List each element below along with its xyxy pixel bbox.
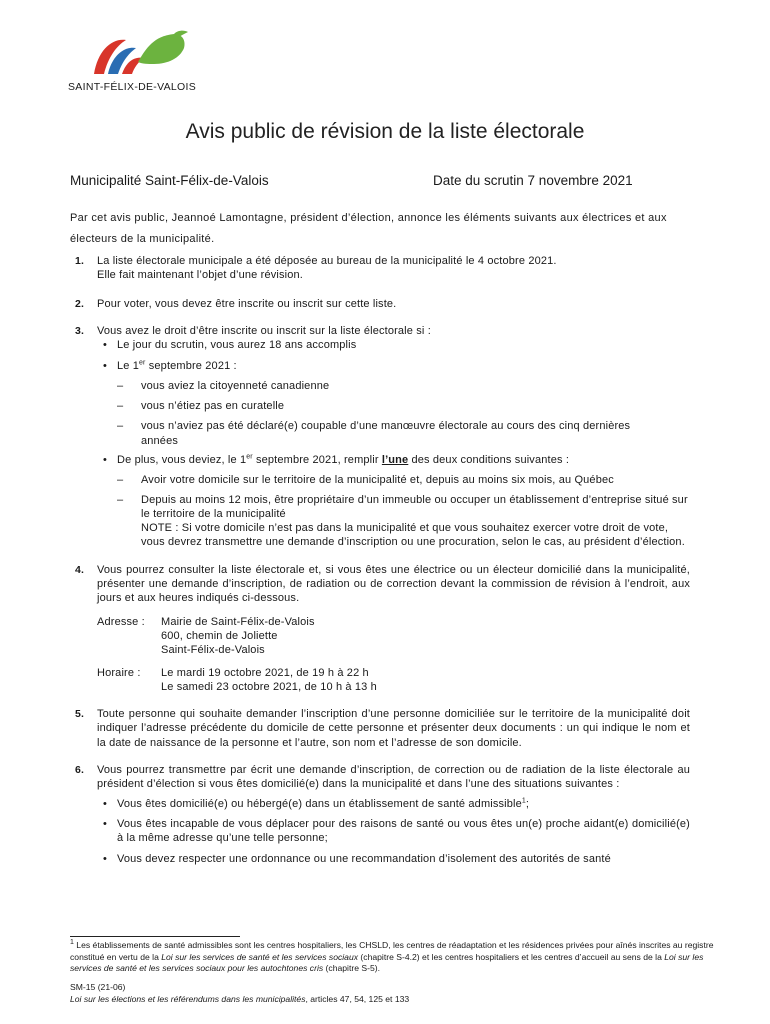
list-item	[97, 419, 651, 448]
item-2	[70, 297, 690, 311]
municipality-logo	[68, 28, 218, 98]
dash-marker: –	[117, 474, 124, 487]
law-title: Loi sur les services de santé et les services sociaux	[161, 951, 359, 962]
list-item-text: Le 1	[117, 360, 140, 373]
list-item	[97, 473, 690, 487]
form-footer	[70, 982, 409, 1005]
list-item-text: septembre 2021, remplir	[252, 453, 382, 466]
address-line: Mairie de Saint-Félix-de-Valois	[161, 615, 315, 628]
item-number: 5.	[75, 708, 85, 721]
item-text: Pour voter, vous devez être inscrite ou inscrit sur cette liste.	[97, 297, 397, 310]
list-item-text: Le jour du scrutin, vous aurez 18 ans accomplis	[117, 339, 357, 352]
law-title: Loi sur les services de santé et les services sociaux pour les autochtones cris	[70, 951, 704, 974]
item-1	[70, 254, 690, 283]
list-item-text: Vous êtes incapable de vous déplacer pour des raisons de santé ou vous êtes un(e) proche aidant(e) domicilié(e) à la même adresse qu’une telle personne;	[117, 817, 690, 845]
list-item	[99, 453, 690, 467]
item-text: Toute personne qui souhaite demander l’inscription d’une personne domiciliée sur le territoire de la municipalité doit indiquer l’adresse précédente du domicile de cette personne et présenter deux documents : un qui indique le nom et la date de naissance de la personne et l’autre, son nom et l’adresse de son domicile.	[97, 708, 690, 749]
item-text: Vous pourrez consulter la liste électorale et, si vous êtes une électrice ou un électeur domicilié dans la municipalité, présenter une demande d’inscription, de radiation ou de correction devant la commission de révision à l’endroit, aux jours et aux heures indiqués ci-dessous.	[97, 563, 690, 605]
law-reference	[70, 994, 409, 1006]
item-number: 4.	[75, 563, 85, 576]
list-item	[99, 338, 690, 352]
notice-body	[70, 254, 690, 866]
list-item	[99, 359, 690, 373]
item-number: 1.	[75, 255, 85, 267]
logo-text: SAINT-FÉLIX-DE-VALOIS	[68, 81, 197, 93]
hours-label: Horaire :	[97, 666, 141, 679]
list-item-text: Vous êtes domicilié(e) ou hébergé(e) dans un établissement de santé admissible	[117, 797, 522, 810]
list-item-text: vous aviez la citoyenneté canadienne	[141, 379, 330, 392]
item-number: 2.	[75, 297, 85, 310]
hours-line: Le mardi 19 octobre 2021, de 19 h à 22 h	[161, 666, 369, 679]
note-text: NOTE : Si votre domicile n’est pas dans la municipalité et que vous souhaitez exercer votre droit de vote, vous devrez transmettre une demande d’inscription ou une procuration, selon le cas, au président d’élection.	[141, 522, 685, 549]
item-6	[70, 763, 690, 866]
dash-marker: –	[117, 493, 124, 506]
vote-date: Date du scrutin 7 novembre 2021	[433, 173, 633, 188]
list-item-text: septembre 2021 :	[145, 360, 237, 373]
list-item-text: Vous devez respecter une ordonnance ou une recommandation d’isolement des autorités de santé	[117, 852, 611, 865]
footnote-text: (chapitre S-5).	[323, 963, 381, 974]
list-item-text: Depuis au moins 12 mois, être propriétaire d’un immeuble ou occuper un établissement d’entreprise situé sur le territoire de la municipalité	[141, 493, 688, 520]
footnote-text: (chapitre S-4.2) et les centres hospitaliers et les centres d’accueil au sens de la	[358, 951, 665, 962]
footnote-number: 1	[70, 939, 74, 947]
list-item	[97, 493, 690, 522]
page-title: Avis public de révision de la liste électorale	[185, 120, 585, 143]
item-text: Vous avez le droit d’être inscrite ou inscrit sur la liste électorale si :	[97, 324, 431, 337]
footnote	[70, 940, 720, 975]
hours-block	[97, 666, 690, 695]
item-text: La liste électorale municipale a été déposée au bureau de la municipalité le 4 octobre 2021.	[97, 255, 557, 267]
list-item	[99, 797, 690, 811]
intro-paragraph: Par cet avis public, Jeannoé Lamontagne, président d’élection, annonce les éléments suivants aux électrices et aux électeurs de la municipalité.	[70, 212, 667, 245]
list-item	[99, 817, 690, 846]
list-item-text: vous n’aviez pas été déclaré(e) coupable d’une manœuvre électorale au cours des cinq dernières années	[141, 420, 631, 447]
item-3	[70, 324, 690, 550]
footnote-divider	[70, 936, 240, 937]
item-5	[70, 707, 690, 750]
footnote-ref: 1	[521, 796, 526, 804]
law-articles: , articles 47, 54, 125 et 133	[305, 993, 410, 1004]
address-label: Adresse :	[97, 615, 145, 628]
hours-line: Le samedi 23 octobre 2021, de 10 h à 13 h	[161, 680, 377, 693]
dash-marker: –	[117, 379, 124, 392]
address-line: Saint-Félix-de-Valois	[161, 644, 265, 657]
list-item-text: Avoir votre domicile sur le territoire de la municipalité et, depuis au moins six mois, au Québec	[141, 474, 614, 487]
item-number: 6.	[75, 764, 85, 777]
list-item-text: ;	[525, 797, 530, 810]
law-title: Loi sur les élections et les référendums dans les municipalités	[70, 993, 306, 1004]
emphasis-text: l’une	[381, 453, 409, 466]
footnote-text: Les établissements de santé admissibles sont les centres hospitaliers, les CHSLD, les centres de réadaptation et les résidences privées pour aînés inscrites au registre constitué en vertu de la	[70, 940, 714, 962]
list-item-text: De plus, vous deviez, le 1	[117, 453, 247, 466]
dash-marker: –	[117, 420, 124, 433]
list-item	[99, 852, 690, 866]
list-item	[97, 379, 690, 393]
logo-swoosh-icon	[90, 28, 190, 78]
item-text: Elle fait maintenant l’objet d’une révision.	[97, 269, 303, 282]
superscript: er	[246, 453, 253, 461]
item-number: 3.	[75, 324, 85, 337]
dash-marker: –	[117, 400, 124, 413]
municipality-name: Municipalité Saint-Félix-de-Valois	[70, 173, 269, 188]
address-line: 600, chemin de Joliette	[161, 629, 278, 642]
list-item-text: vous n’étiez pas en curatelle	[141, 400, 285, 413]
superscript: er	[139, 359, 146, 367]
list-item	[97, 399, 690, 413]
item-4	[70, 563, 690, 694]
form-code: SM-15 (21-06)	[70, 982, 126, 992]
item-text: Vous pourrez transmettre par écrit une demande d’inscription, de correction ou de radiation de la liste électorale au président d’élection si vous êtes domicilié(e) dans la municipalité et dans l’une des situations suivantes :	[97, 764, 690, 791]
list-item-text: des deux conditions suivantes :	[408, 453, 570, 466]
address-block	[97, 615, 690, 658]
